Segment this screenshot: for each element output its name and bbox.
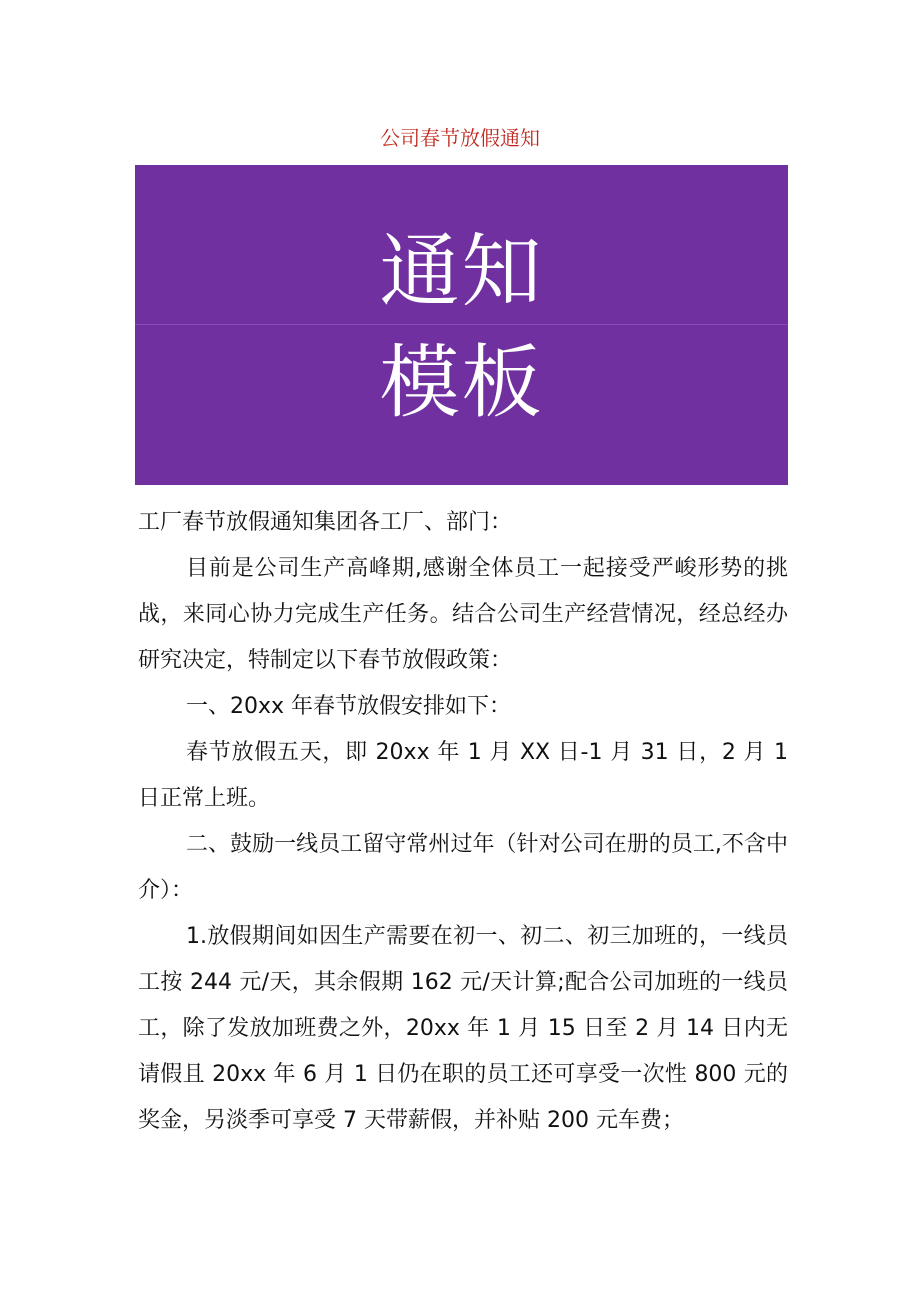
banner-title-line-2: 模板 (379, 336, 544, 429)
notice-banner (135, 165, 788, 485)
document-title: 公司春节放假通知 (380, 126, 540, 150)
section-heading-2: 二、鼓励一线员工留守常州过年（针对公司在册的员工,不含中介）： (138, 832, 788, 903)
banner-title-line-1: 通知 (379, 225, 544, 318)
section-heading-1: 一、20xx 年春节放假安排如下： (186, 694, 512, 719)
banner-divider (135, 324, 788, 325)
holiday-schedule-paragraph: 春节放假五天，即 20xx 年 1 月 XX 日-1 月 31 日，2 月 1 日正常上班。 (138, 740, 788, 811)
salutation: 工厂春节放假通知集团各工厂、部门： (138, 510, 513, 535)
intro-paragraph: 目前是公司生产高峰期,感谢全体员工一起接受严峻形势的挑战，来同心协力完成生产任务。结合公司生产经营情况，经总经办研究决定，特制定以下春节放假政策： (138, 556, 788, 673)
document-body (138, 500, 788, 1144)
overtime-policy-paragraph: 1.放假期间如因生产需要在初一、初二、初三加班的，一线员工按 244 元/天，其余假期 162 元/天计算;配合公司加班的一线员工，除了发放加班费之外，20xx 年 1 月 15 日至 2 月 14 日内无请假且 20xx 年 6 月 1 日仍在职的员工还可享受一次性 800 元的奖金，另淡季可享受 7 天带薪假，并补贴 200 元车费； (138, 924, 788, 1133)
